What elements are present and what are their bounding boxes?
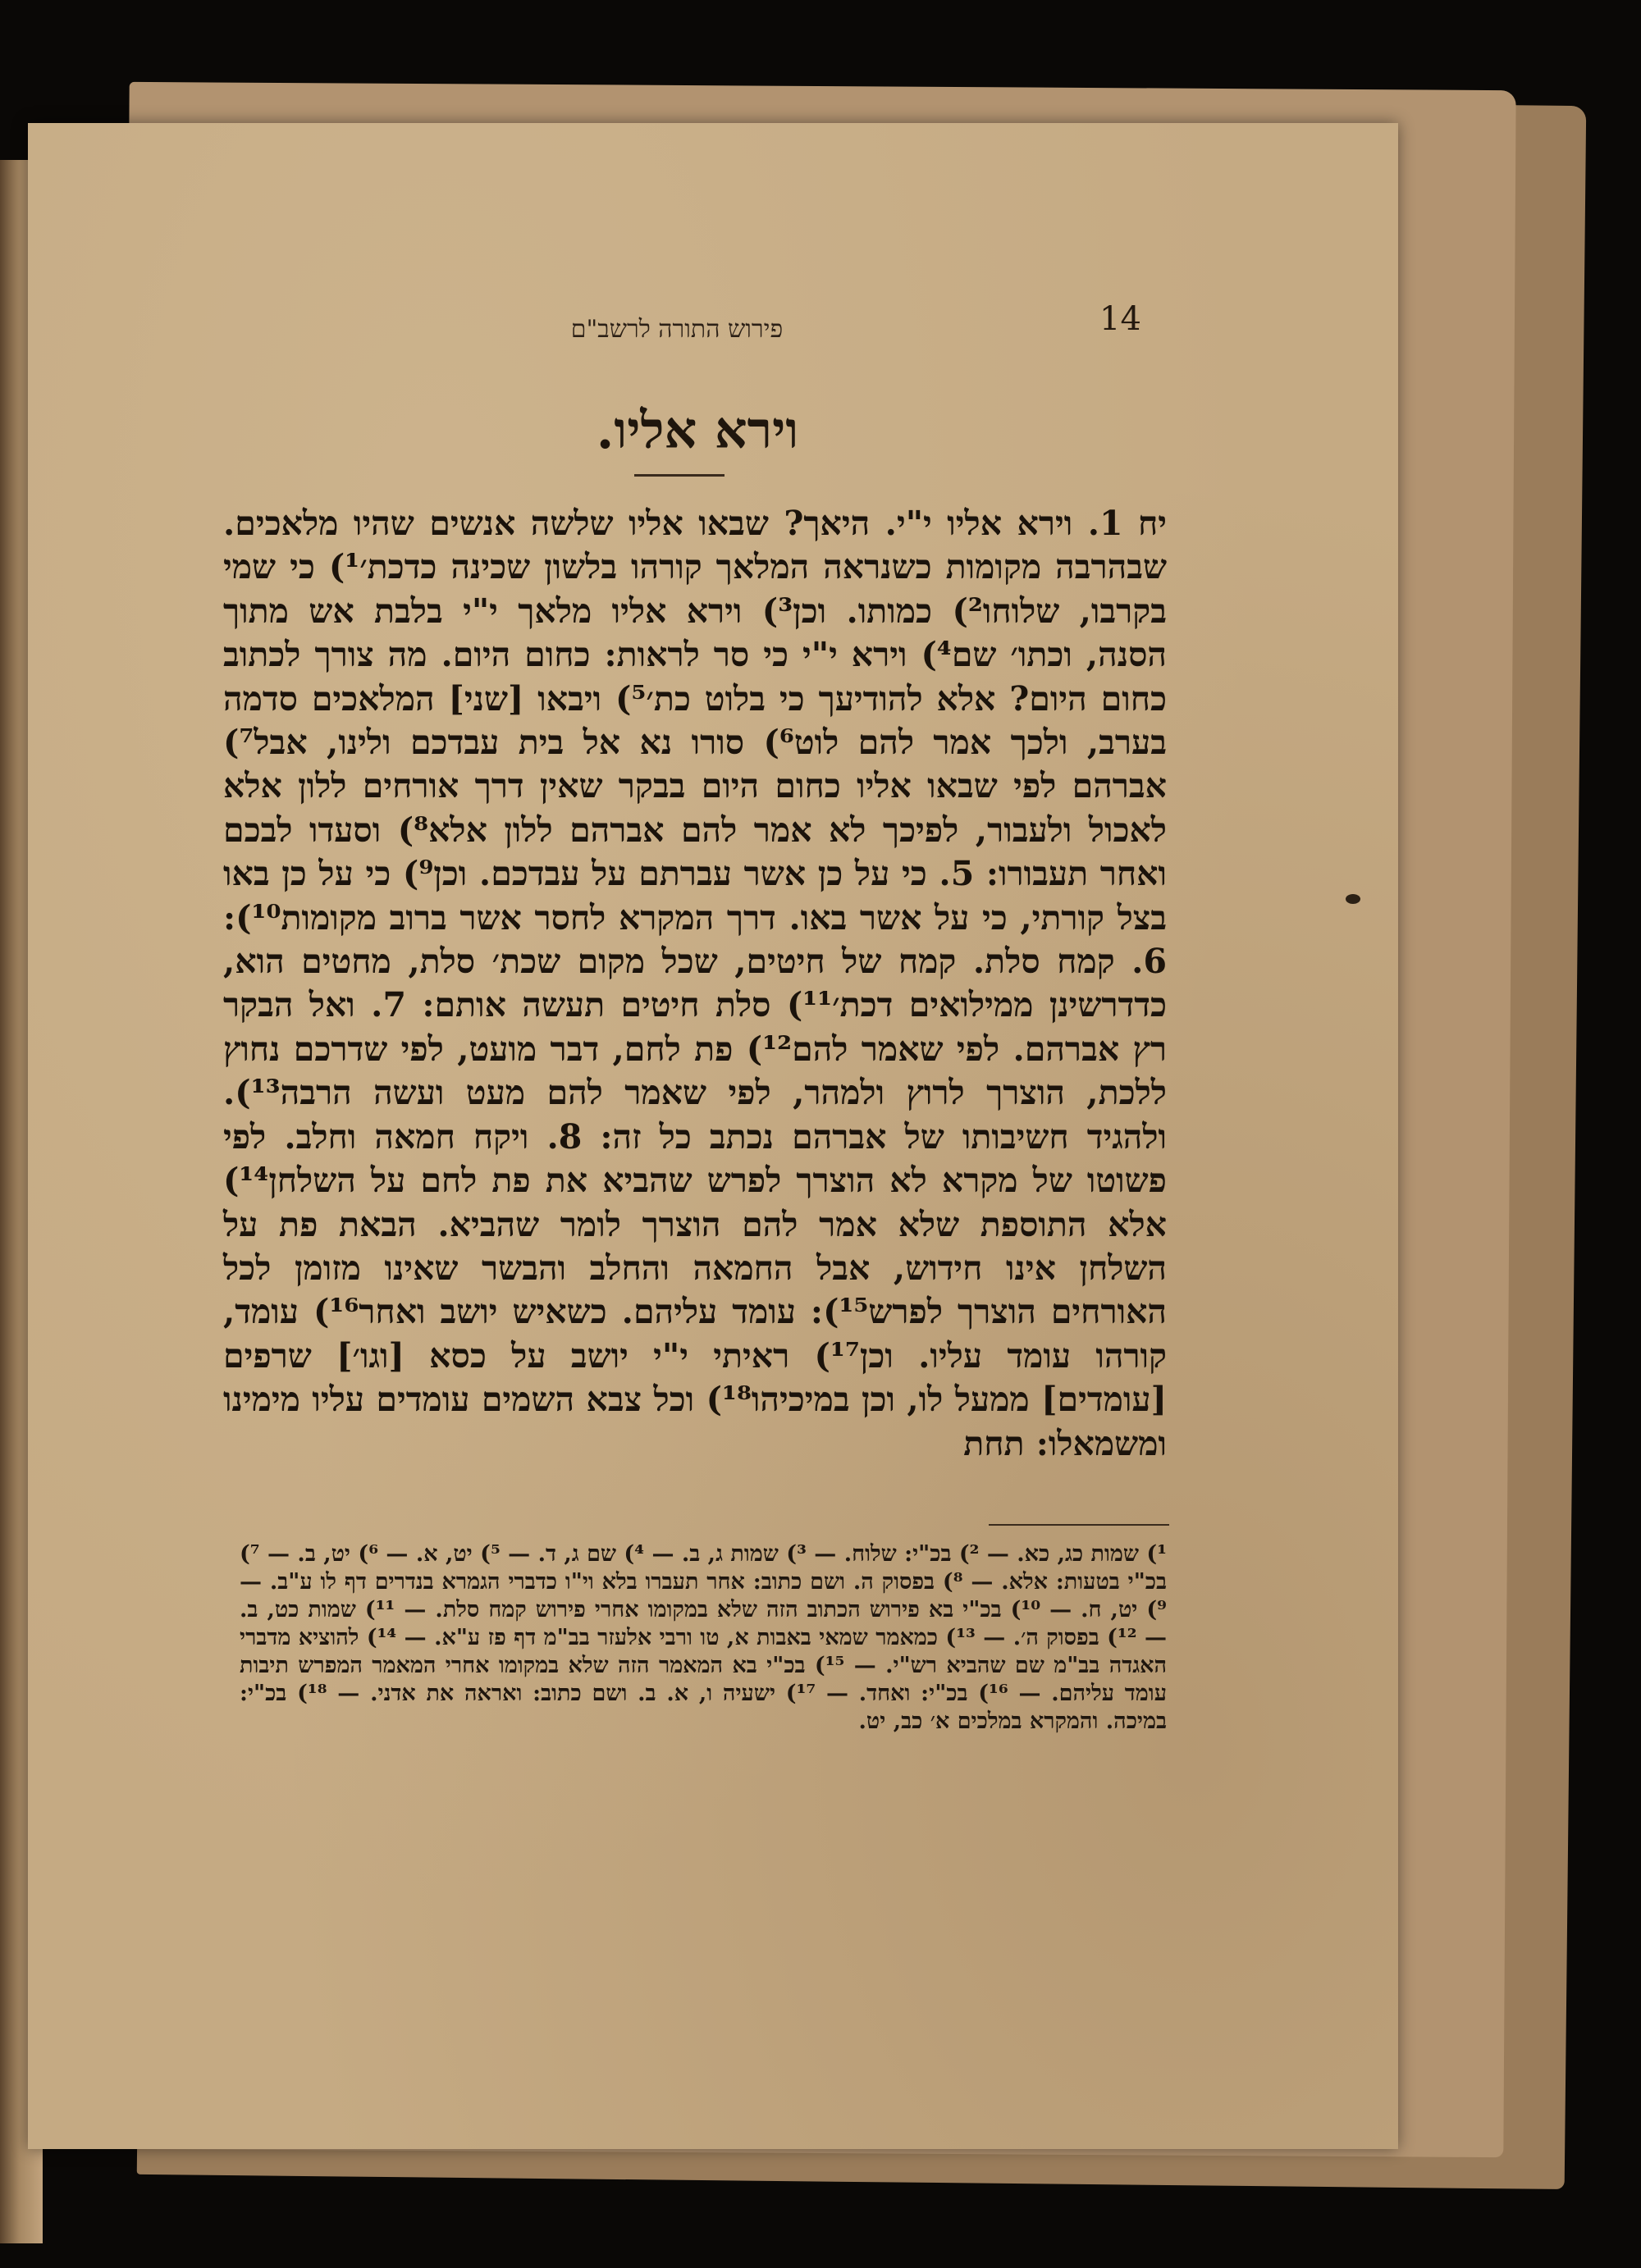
section-title: וירא אליו. — [596, 400, 799, 460]
title-divider — [634, 474, 725, 477]
footnote-divider — [989, 1524, 1169, 1526]
page-blemish — [1346, 894, 1360, 904]
page-number: 14 — [1099, 300, 1141, 338]
commentary-paragraph: יח 1. וירא אליו י"י. היאך? שבאו אליו שלשה אנשים שהיו מלאכים. שבהרבה מקומות כשנראה המלאך קורהו בלשון שכינה כדכת׳¹) כי שמי בקרבו, שלוחו²) כמותו. וכן³) וירא אליו מלאך י"י בלבת אש מתוך הסנה, וכתו׳ שם⁴) וירא י"י כי סר לראות: כחום היום. מה צורך לכתוב כחום היום? אלא להודיעך כי בלוט כת׳⁵) ויבאו [שני] המלאכים סדמה בערב, ולכך אמר להם לוט⁶) סורו נא אל בית עבדכם ולינו, אבל⁷) אברהם לפי שבאו אליו כחום היום בבקר שאין דרך אורחים ללון אלא לאכול ולעבור, לפיכך לא אמר להם אברהם ללון אלא⁸) וסעדו לבכם ואחר תעבורו: 5. כי על כן אשר עברתם על עבדכם. וכן⁹) כי על כן באו בצל קורתי, כי על אשר באו. דרך המקרא לחסר אשר ברוב מקומות¹⁰): 6. קמח סלת. קמח של חיטים, שכל מקום שכת׳ סלת, מחטים הוא, כדדרשינן ממילואים דכת׳¹¹) סלת חיטים תעשה אותם: 7. ואל הבקר רץ אברהם. לפי שאמר להם¹²) פת לחם, דבר מועט, לפי שדרכם נחוץ ללכת, הוצרך לרוץ ולמהר, לפי שאמר להם מעט ועשה הרבה¹³). ולהגיד חשיבותו של אברהם נכתב כל זה: 8. ויקח חמאה וחלב. לפי פשוטו של מקרא לא הוצרך לפרש שהביא את פת לחם על השלחן¹⁴) אלא התוספת שלא אמר להם הוצרך לומר שהביא. הבאת פת על השלחן אינו חידוש, אבל החמאה והחלב והבשר שאינו מזומן לכל האורחים הוצרך לפרש¹⁵): עומד עליהם. כשאיש יושב ואחר¹⁶) עומד, קורהו עומד עליו. וכן¹⁷) ראיתי י"י יושב על כסא [וגו׳] שרפים [עומדים] ממעל לו, וכן במיכיהו¹⁸) וכל צבא השמים עומדים עליו מימינו ומשמאלו: תחת — [223, 504, 1168, 1463]
running-head: פירוש התורה לרשב"ם — [570, 315, 784, 344]
footnotes — [240, 1540, 1167, 1736]
footnotes-text: ¹) שמות כג, כא. — ²) בכ"י: שלוח. — ³) שמות ג, ב. — ⁴) שם ג, ד. — ⁵) יט, א. — ⁶) יט, ב. — ⁷) בכ"י בטעות: אלא. — ⁸) בפסוק ה. ושם כתוב: אחר תעברו בלא וי"ו כדברי הגמרא בנדרים דף לו ע"ב. — ⁹) יט, ח. — ¹⁰) בכ"י בא פירוש הכתוב הזה שלא במקומו אחרי פירוש קמח סלת. — ¹¹) שמות כט, ב. — ¹²) בפסוק ה׳. — ¹³) כמאמר שמאי באבות א, טו ורבי אלעזר בב"מ דף פז ע"א. — ¹⁴) להוציא מדברי האגדה בב"מ שם שהביא רש"י. — ¹⁵) בכ"י בא המאמר הזה שלא במקומו אחרי המאמר המפרש תיבות עומד עליהם. — ¹⁶) בכ"י: ואחד. — ¹⁷) ישעיה ו, א. ב. ושם כתוב: ואראה את אדני. — ¹⁸) בכ"י: במיכה. והמקרא במלכים א׳ כב, יט. — [240, 1541, 1168, 1734]
commentary-body — [223, 502, 1167, 1466]
